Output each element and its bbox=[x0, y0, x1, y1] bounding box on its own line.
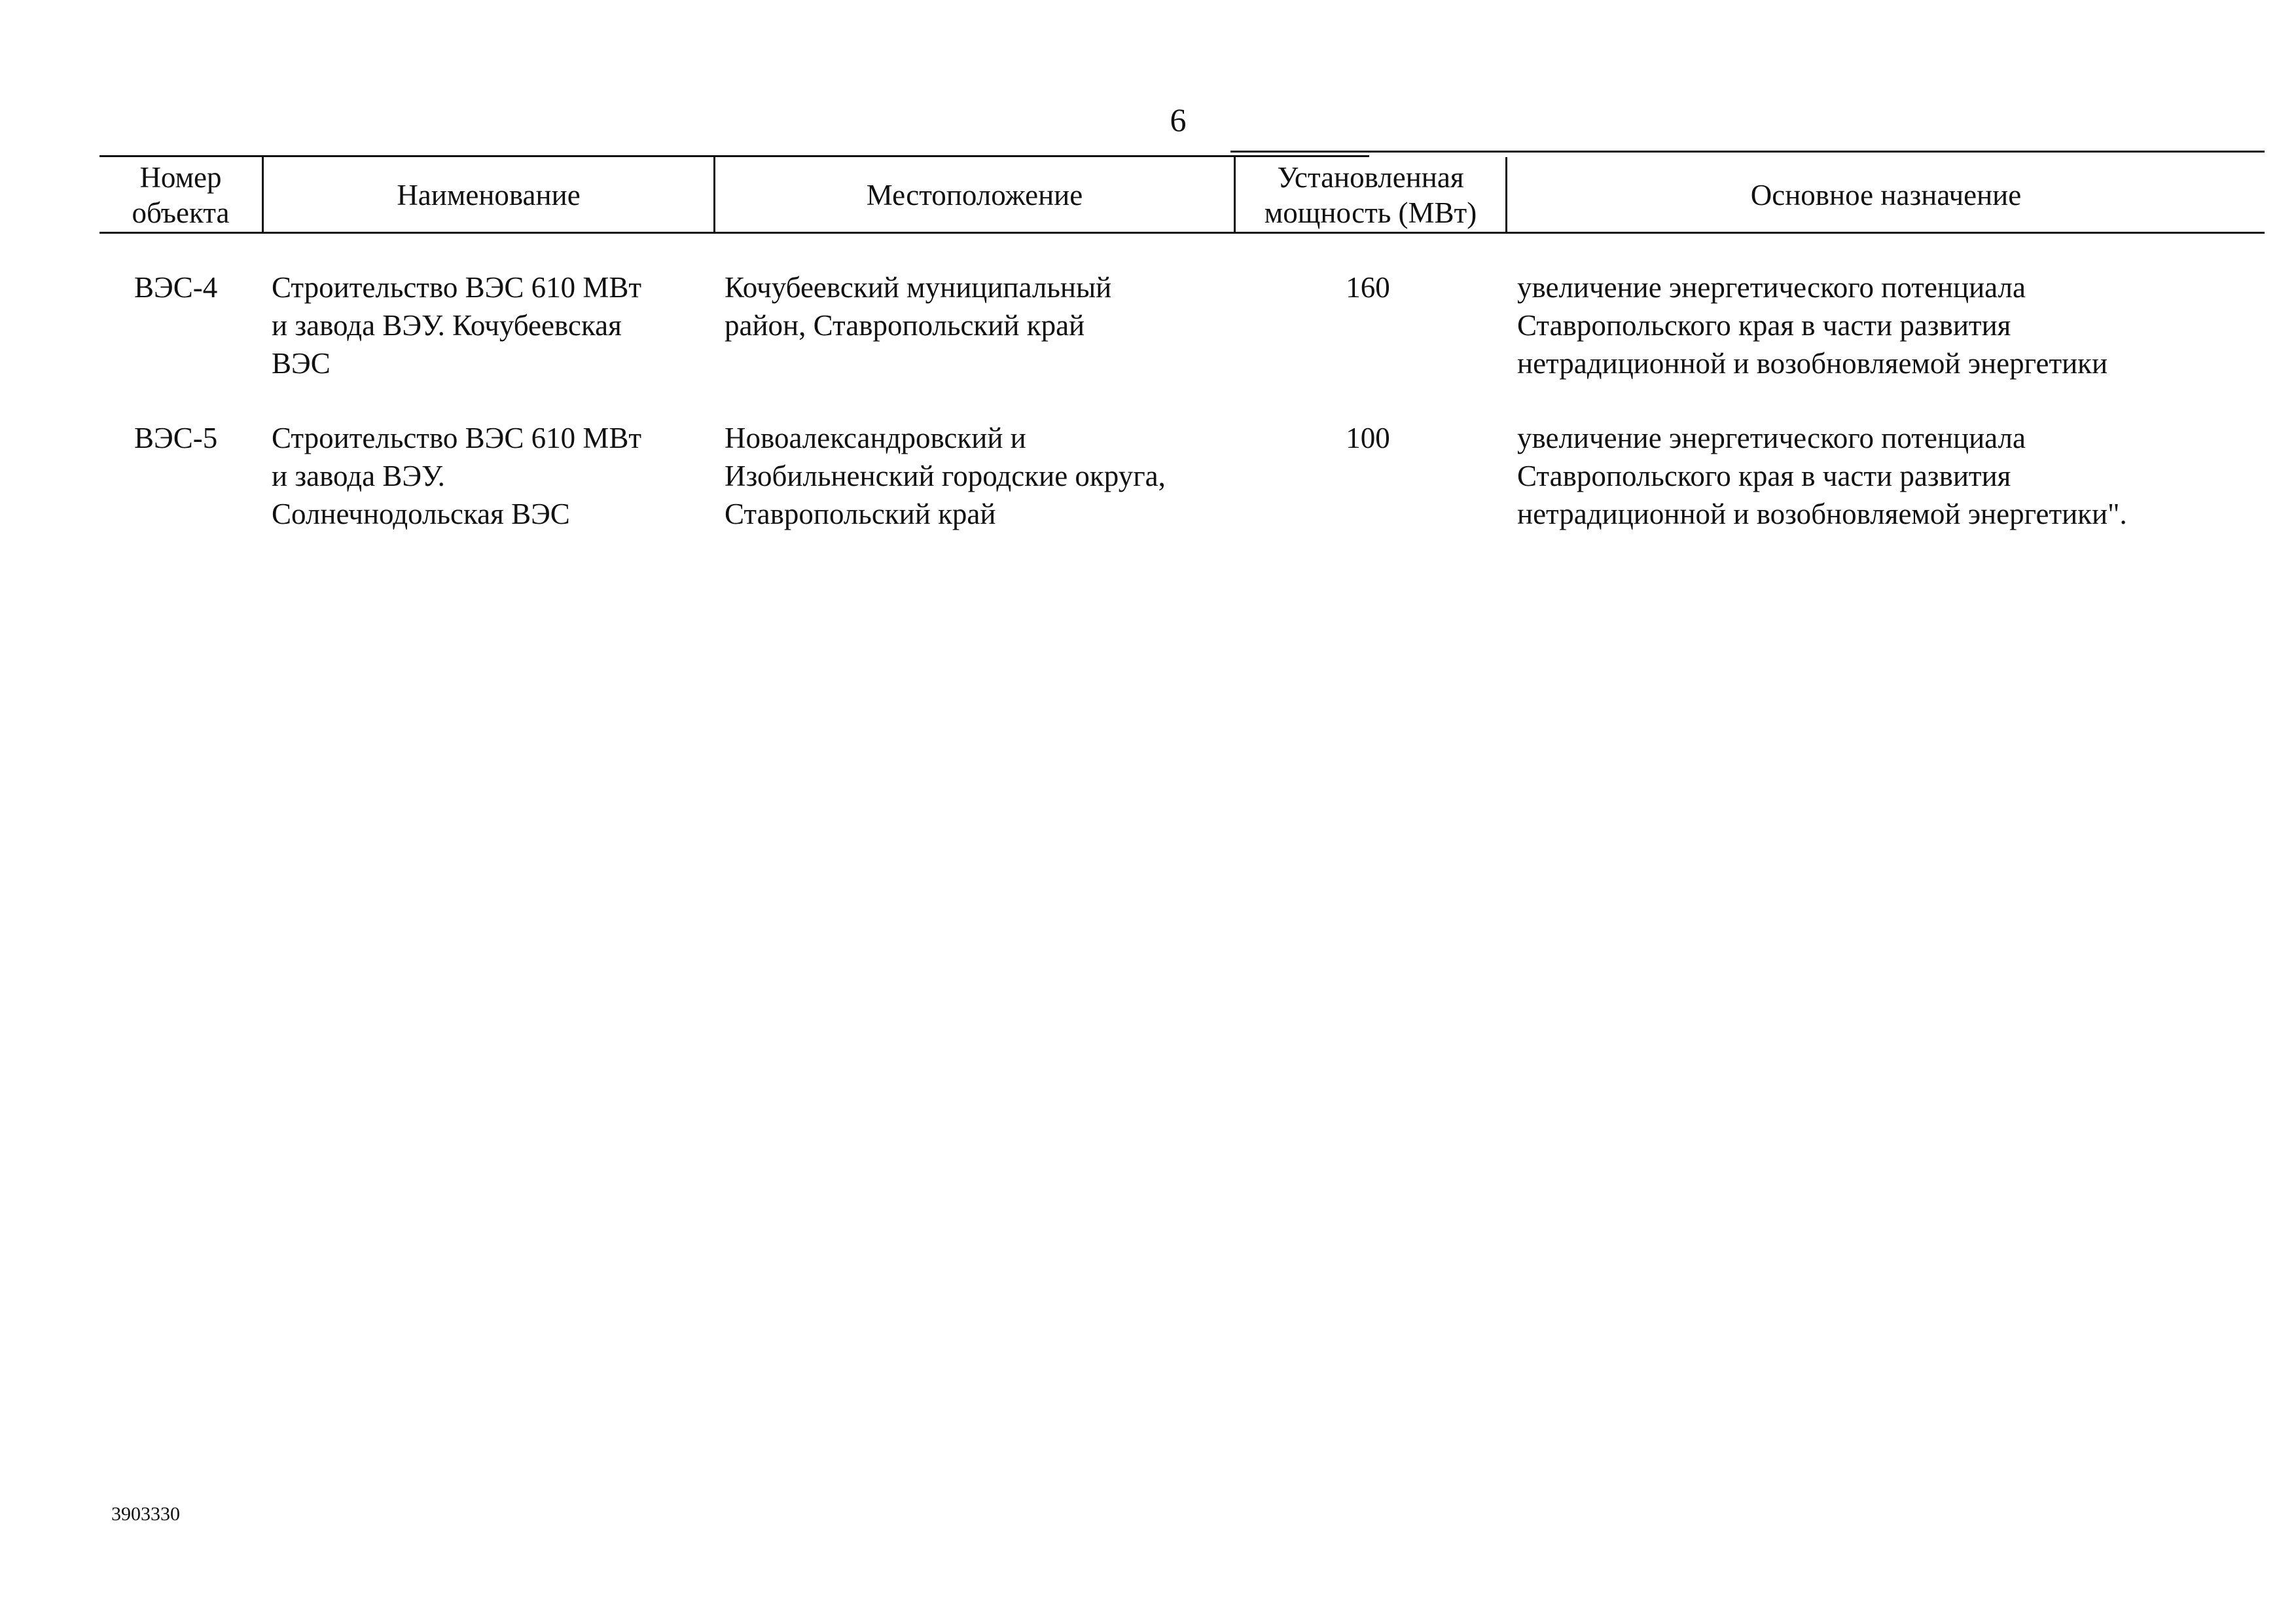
row-2-name: Строительство ВЭС 610 МВт и завода ВЭУ. Солнечнодольская ВЭС bbox=[272, 422, 642, 530]
row-1-location: Кочубеевский муниципальный район, Ставропольский край bbox=[725, 271, 1112, 342]
row-2-purpose: увеличение энергетического потенциала Ставропольского края в части развития нетрадиционной и возобновляемой энергетики". bbox=[1517, 422, 2127, 530]
row-1-number: ВЭС-4 bbox=[134, 271, 218, 304]
row-2-number: ВЭС-5 bbox=[134, 422, 218, 454]
row-1-purpose: увеличение энергетического потенциала Ставропольского края в части развития нетрадиционной и возобновляемой энергетики bbox=[1517, 271, 2108, 380]
row-2-location: Новоалександровский и Изобильненский городские округа, Ставропольский край bbox=[725, 422, 1166, 530]
header-location: Местоположение bbox=[866, 178, 1083, 211]
row-1-name: Строительство ВЭС 610 МВт и завода ВЭУ. Кочубеевская ВЭС bbox=[272, 271, 642, 380]
header-capacity: Установленная мощность (МВт) bbox=[1264, 160, 1477, 229]
document-code: 3903330 bbox=[111, 1503, 180, 1525]
row-1-capacity: 160 bbox=[1346, 271, 1390, 304]
header-top-rule-right bbox=[1230, 151, 2265, 153]
header-object-number: Номер объекта bbox=[132, 160, 230, 229]
page-number: 6 bbox=[1170, 101, 1187, 138]
row-2-capacity: 100 bbox=[1346, 422, 1390, 454]
header-name: Наименование bbox=[397, 178, 581, 211]
header-purpose: Основное назначение bbox=[1750, 178, 2022, 211]
